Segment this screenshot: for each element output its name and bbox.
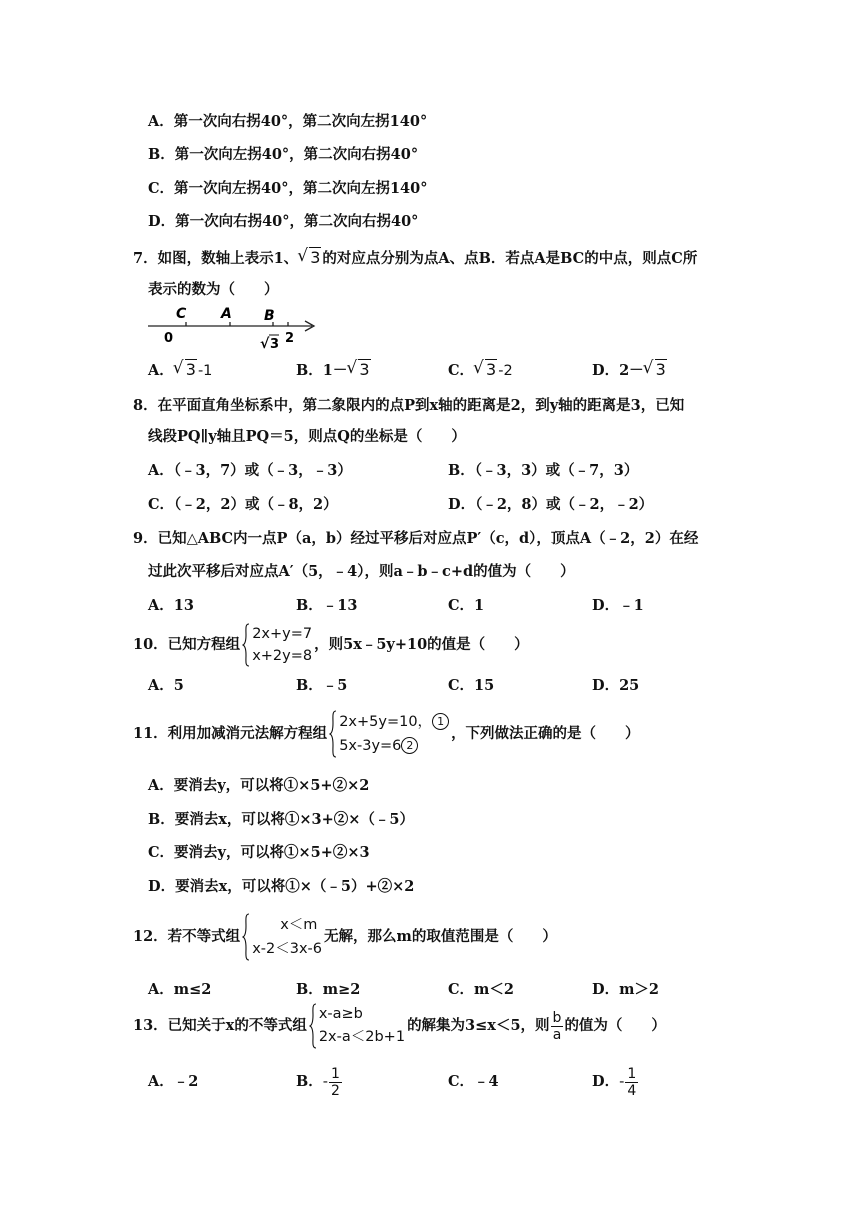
label-a: A	[221, 306, 232, 322]
q12-inequality-system: x＜m x-2＜3x-6	[242, 913, 322, 961]
q12-option-c: C．m＜2	[448, 981, 514, 998]
q11-option-a: A．要消去y，可以将①×5+②×2	[148, 777, 370, 794]
q10-option-a: A．5	[148, 677, 184, 694]
q12-stem: 12．若不等式组 x＜m x-2＜3x-6 无解，那么m的取值范围是（ ）	[133, 912, 557, 962]
label-c: C	[176, 306, 187, 322]
q8-option-b: B．（﹣3，3）或（﹣7，3）	[448, 462, 639, 479]
q8-option-d: D．（﹣2，8）或（﹣2，﹣2）	[448, 496, 654, 513]
q11-stem: 11．利用加减消元法解方程组 2x+5y=10， 1 5x-3y=6 2 ，下列做法正确的是（ ）	[133, 708, 640, 760]
label-sqrt3: 3	[270, 337, 280, 352]
q9-option-c: C．1	[448, 597, 485, 614]
q13-option-a: A．﹣2	[148, 1073, 199, 1090]
q8-option-c: C．（﹣2，2）或（﹣8，2）	[148, 496, 338, 513]
q7-stem-line2: 表示的数为（ ）	[148, 281, 279, 298]
q8-stem-line2: 线段PQ∥y轴且PQ＝5，则点Q的坐标是（ ）	[148, 428, 466, 445]
q11-option-b: B．要消去x，可以将①×3+②×（﹣5）	[148, 811, 415, 828]
q6-option-c: C．第一次向左拐40°，第二次向左拐140°	[148, 180, 428, 197]
q13-option-c: C．﹣4	[448, 1073, 499, 1090]
label-b: B	[264, 308, 275, 324]
q7-option-b: B．1－√ 3	[296, 360, 372, 381]
q10-option-c: C．15	[448, 677, 495, 694]
sqrt-3: √ 3	[298, 248, 321, 268]
q13-inequality-system: x-a≥b 2x-a＜2b+1	[309, 1003, 405, 1049]
q9-stem-line1: 9．已知△ABC内一点P（a，b）经过平移后对应点P′（c，d），顶点A（﹣2，2）在经	[133, 530, 699, 547]
number-line-figure	[140, 300, 330, 356]
q10-option-b: B．﹣5	[296, 677, 348, 694]
q9-option-b: B．﹣13	[296, 597, 358, 614]
q9-stem-line2: 过此次平移后对应点A′（5，﹣4），则a﹣b﹣c+d的值为（ ）	[148, 563, 575, 580]
q12-option-b: B．m≥2	[296, 981, 361, 998]
q12-option-a: A．m≤2	[148, 981, 212, 998]
q13-option-d: D．- $\frac{1}{4}$	[592, 1065, 637, 1099]
fraction-b-over-a: $\frac{b}{a}$	[552, 1009, 562, 1043]
q10-stem: 10．已知方程组 2x+y=7 x+2y=8 ，则5x﹣5y+10的值是（ ）	[133, 622, 529, 668]
q7-option-c: C．√ 3 -2	[448, 360, 513, 381]
label-zero: 0	[164, 331, 174, 346]
q10-option-d: D．25	[592, 677, 640, 694]
q7-option-a: A．√ 3 -1	[148, 360, 212, 381]
q7-stem-line1: 7．如图，数轴上表示1、√ 3 的对应点分别为点A、点B．若点A是BC的中点，则点C所	[133, 248, 697, 269]
q12-option-d: D．m＞2	[592, 981, 660, 998]
q9-option-a: A．13	[148, 597, 194, 614]
q13-stem: 13．已知关于x的不等式组 x-a≥b 2x-a＜2b+1 的解集为3≤x＜5，则 $\frac{b}{a}$ 的值为（ ）	[133, 1002, 666, 1050]
q11-option-d: D．要消去x，可以将①×（﹣5）+②×2	[148, 878, 415, 895]
q11-equation-system: 2x+5y=10， 1 5x-3y=6 2	[329, 710, 449, 758]
q6-option-a: A．第一次向右拐40°，第二次向左拐140°	[148, 113, 428, 130]
q11-option-c: C．要消去y，可以将①×5+②×3	[148, 844, 370, 861]
q13-option-b: B．- $\frac{1}{2}$	[296, 1065, 340, 1099]
q6-option-d: D．第一次向右拐40°，第二次向右拐40°	[148, 213, 419, 230]
q9-option-d: D．﹣1	[592, 597, 644, 614]
q7-option-d: D．2－√ 3	[592, 360, 668, 381]
q8-option-a: A．（﹣3，7）或（﹣3，﹣3）	[148, 462, 352, 479]
q8-stem-line1: 8．在平面直角坐标系中，第二象限内的点P到x轴的距离是2，到y轴的距离是3，已知	[133, 397, 685, 414]
q10-equation-system: 2x+y=7 x+2y=8	[242, 623, 312, 667]
label-sqrt-symbol: √	[260, 336, 270, 352]
label-two: 2	[285, 331, 295, 346]
q6-option-b: B．第一次向左拐40°，第二次向右拐40°	[148, 146, 419, 163]
